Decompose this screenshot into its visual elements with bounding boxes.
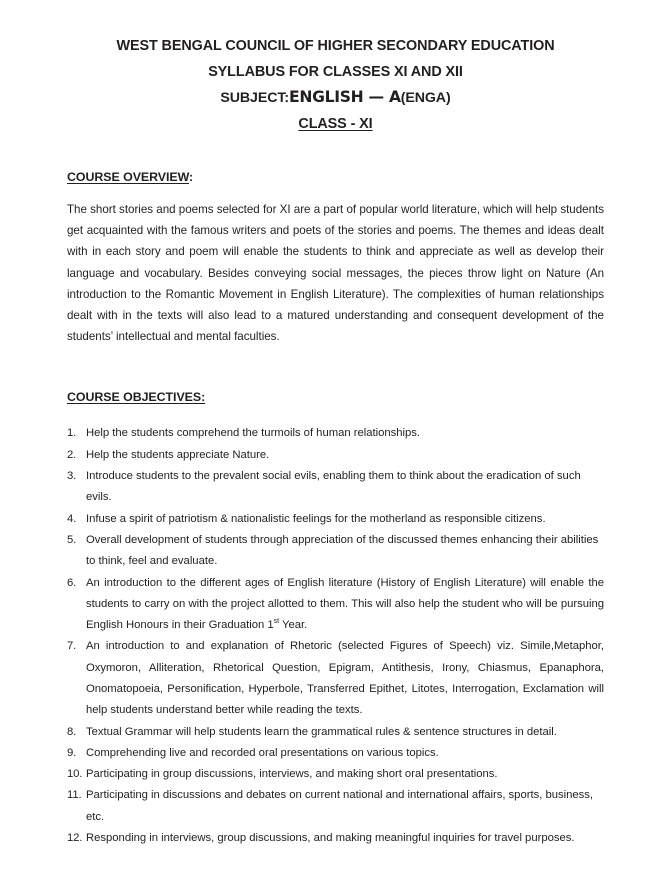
course-objectives-heading [67,389,604,405]
objective-item [67,785,604,828]
objective-number: 9. [67,746,77,759]
objective-text: Introduce students to the prevalent social evils, enabling them to think about the eradication of such evils. [86,470,581,504]
objective-item [67,509,604,530]
objective-number: 12. [67,832,83,845]
objective-text: An introduction to the different ages of English literature (History of English Literature) will enable the students to carry on with the project allotted to them. This will also help the student who will be pursuing English Honours in their Graduation 1st Year. [86,576,604,632]
objective-number: 5. [67,533,77,546]
objective-item [67,764,604,785]
objective-text: Comprehending live and recorded oral presentations on various topics. [86,746,439,759]
subject-code: (ENGA) [400,90,451,106]
objective-number: 3. [67,470,77,483]
objective-number: 8. [67,725,77,738]
objective-text: An introduction to and explanation of Rhetoric (selected Figures of Speech) viz. Simile,Metaphor, Oxymoron, Alliteration, Rhetorical Question, Epigram, Antithesis, Irony, Chiasmus, Epanaphora, Onomatopoeia, Personification, Hyperbole, Transferred Epithet, Litotes, Interrogation, Exclamation will help students understand better while reading the texts. [86,640,604,717]
objective-item [67,466,604,509]
objective-number: 1. [67,427,77,440]
course-overview-heading-text: COURSE OVERVIEW [67,170,190,184]
objective-text: Responding in interviews, group discussions, and making meaningful inquiries for travel purposes. [86,832,575,845]
course-overview-heading [67,169,604,185]
title-line-class [67,112,604,138]
course-overview-body: The short stories and poems selected for XI are a part of popular world literature, which will help students get acquainted with the famous writers and poets of the stories and poems. The themes and ideas dealt with in each story and poem will enable the students to think and appreciate as well as develop their language and vocabulary. Besides conveying social messages, the pieces throw light on Nature (An introduction to the Romantic Movement in English Literature). The complexities of human relationships dealt with in the texts will also lead to a matured understanding and consequent development of the students’ intellectual and mental faculties. [67,203,604,344]
objective-text: Help the students appreciate Nature. [86,448,270,461]
title-line-syllabus: SYLLABUS FOR CLASSES XI AND XII [208,63,463,80]
objective-number: 11. [67,789,82,802]
objective-text: Infuse a spirit of patriotism & nationalistic feelings for the motherland as responsible citizens. [86,512,546,525]
subject-prefix: SUBJECT: [220,90,289,106]
objective-item [67,573,604,637]
objective-number: 4. [67,512,77,525]
objective-number: 7. [67,640,77,653]
objective-number: 2. [67,448,77,461]
objective-item [67,743,604,764]
title-line-subject [67,85,604,112]
objective-text: Textual Grammar will help students learn the grammatical rules & sentence structures in detail. [86,725,557,738]
objective-text: Overall development of students through appreciation of the discussed themes enhancing their abilities to think, feel and evaluate. [86,533,599,568]
objective-number: 6. [67,576,77,589]
subject-name: ENGLISH — A [288,88,401,106]
course-overview-heading-colon: : [189,170,194,184]
objective-item [67,445,604,466]
objective-item [67,828,604,849]
objective-item [67,530,604,573]
ordinal-superscript: st [273,618,280,626]
objective-text: Participating in discussions and debates on current national and international affairs, sports, business, etc. [86,789,593,823]
objective-item [67,636,604,721]
title-line-council: WEST BENGAL COUNCIL OF HIGHER SECONDARY EDUCATION [116,38,555,54]
objective-text: Participating in group discussions, interviews, and making short oral presentations. [86,768,498,781]
course-objectives-list [67,423,604,849]
course-objectives-heading-text: COURSE OBJECTIVES: [67,390,206,405]
objective-item [67,423,604,444]
document-title-block [67,34,604,137]
class-label: CLASS - XI [298,115,373,132]
objective-text: Help the students comprehend the turmoils of human relationships. [86,427,421,440]
objective-item [67,722,604,743]
document-content [67,34,604,849]
objective-number: 10. [67,768,83,781]
